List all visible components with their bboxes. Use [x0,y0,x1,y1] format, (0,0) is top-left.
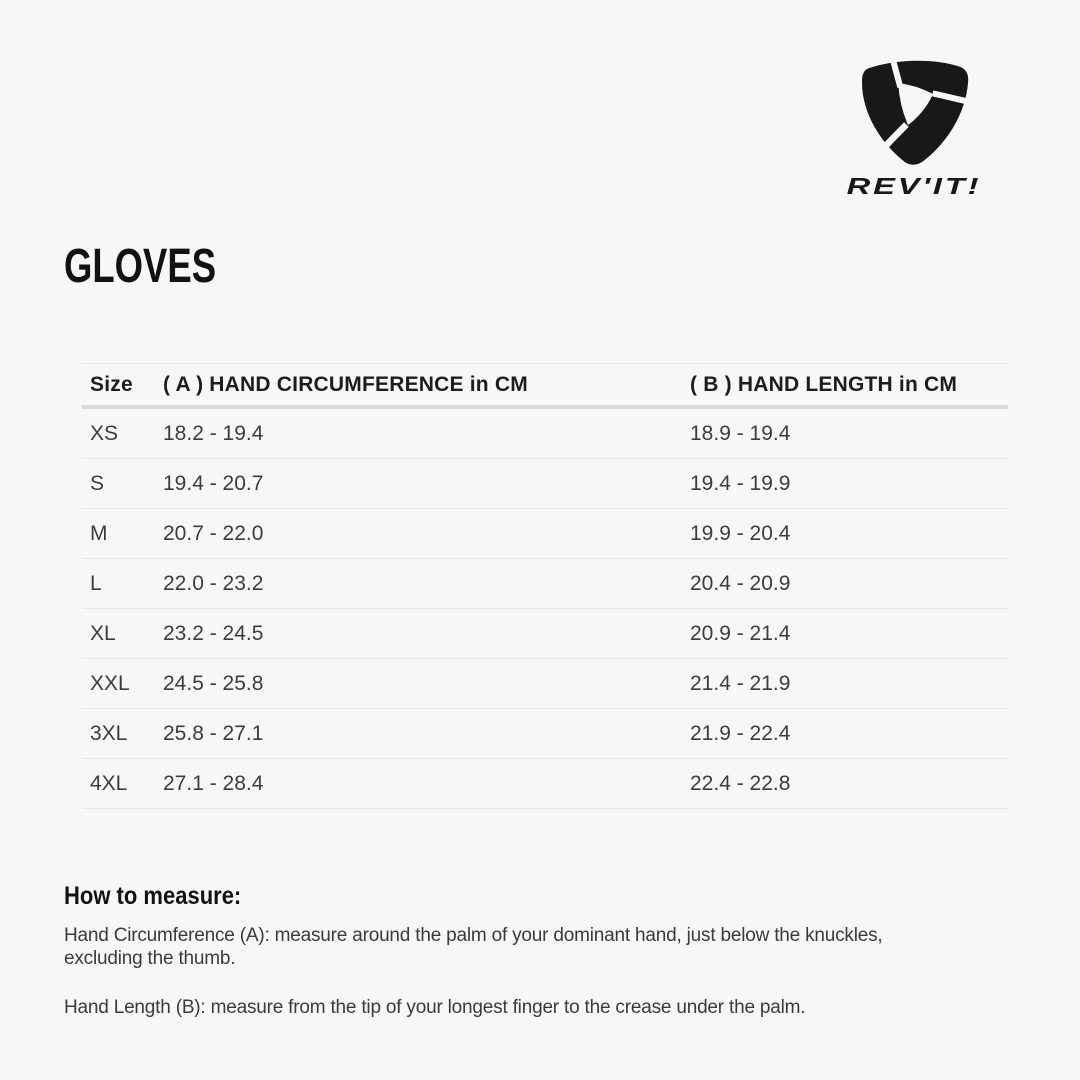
circumference-cell: 24.5 - 25.8 [163,671,264,695]
length-cell: 21.9 - 22.4 [690,721,791,745]
length-cell: 20.9 - 21.4 [690,621,791,645]
table-row [82,459,1008,509]
size-cell: 4XL [90,771,128,795]
table-row [82,609,1008,659]
hand-circumference-instruction: Hand Circumference (A): measure around the palm of your dominant hand, just below the knuckles, excluding the thumb. [64,925,883,969]
circumference-cell: 25.8 - 27.1 [163,721,264,745]
circumference-cell: 18.2 - 19.4 [163,421,264,445]
size-cell: S [90,471,105,495]
column-header-hand-circumference: ( A ) HAND CIRCUMFERENCE in CM [163,372,528,396]
table-header-row [82,364,1008,409]
size-cell: XL [90,621,116,645]
table-row [82,409,1008,459]
length-cell: 20.4 - 20.9 [690,571,791,595]
table-row [82,709,1008,759]
size-cell: 3XL [90,721,128,745]
size-cell: M [90,521,108,545]
size-cell: XXL [90,671,130,695]
column-header-hand-length: ( B ) HAND LENGTH in CM [690,372,958,396]
hand-length-instruction: Hand Length (B): measure from the tip of your longest finger to the crease under the palm. [64,997,806,1018]
how-to-measure-section [64,882,994,1019]
length-cell: 22.4 - 22.8 [690,771,791,795]
brand-logo [838,56,990,200]
page-title: GLOVES [64,240,217,293]
length-cell: 21.4 - 21.9 [690,671,791,695]
table-row [82,659,1008,709]
column-header-size: Size [90,372,133,396]
circumference-cell: 19.4 - 20.7 [163,471,264,495]
brand-wordmark: REV'IT! [846,173,982,199]
table-row [82,509,1008,559]
circumference-cell: 22.0 - 23.2 [163,571,264,595]
how-to-measure-heading: How to measure: [64,882,242,910]
table-row [82,759,1008,809]
circumference-cell: 20.7 - 22.0 [163,521,264,545]
revit-shield-emblem-icon [857,56,971,169]
table-row [82,559,1008,609]
size-cell: L [90,571,102,595]
circumference-cell: 27.1 - 28.4 [163,771,264,795]
length-cell: 19.4 - 19.9 [690,471,791,495]
size-table [82,363,1008,809]
length-cell: 19.9 - 20.4 [690,521,791,545]
size-cell: XS [90,421,119,445]
circumference-cell: 23.2 - 24.5 [163,621,264,645]
length-cell: 18.9 - 19.4 [690,421,791,445]
